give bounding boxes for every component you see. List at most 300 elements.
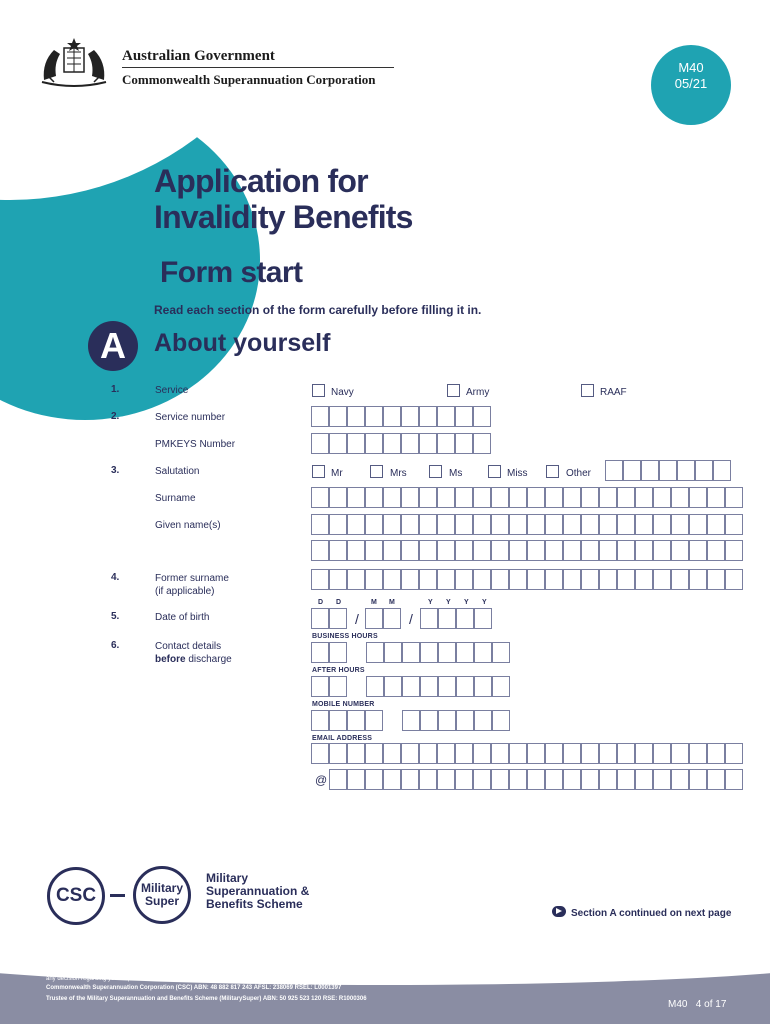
former-surname-field[interactable] (311, 569, 743, 590)
character-box[interactable] (527, 569, 545, 590)
character-box[interactable] (689, 540, 707, 561)
character-box[interactable] (366, 676, 384, 697)
character-box[interactable] (581, 540, 599, 561)
character-box[interactable] (420, 676, 438, 697)
character-box[interactable] (635, 743, 653, 764)
character-box[interactable] (437, 433, 455, 454)
miss-label: Miss (507, 468, 528, 479)
arrow-right-icon (552, 906, 566, 917)
character-box[interactable] (545, 769, 563, 790)
character-box[interactable] (401, 406, 419, 427)
character-box[interactable] (383, 743, 401, 764)
q6-label-line-2 (155, 653, 232, 666)
character-box[interactable] (383, 608, 401, 629)
character-box[interactable] (311, 642, 329, 663)
q2-number: 2. (111, 411, 120, 422)
character-box[interactable] (419, 514, 437, 535)
character-box[interactable] (725, 743, 743, 764)
character-box[interactable] (491, 743, 509, 764)
section-title: About yourself (154, 329, 331, 357)
other-label: Other (566, 468, 592, 479)
character-box[interactable] (473, 569, 491, 590)
character-box[interactable] (383, 514, 401, 535)
character-box[interactable] (329, 569, 347, 590)
mobile-number-main-field[interactable] (402, 710, 510, 731)
character-box[interactable] (509, 514, 527, 535)
q4-label (155, 572, 229, 598)
character-box[interactable] (347, 406, 365, 427)
dob-day-hint-1: D (318, 599, 324, 606)
dob-day-hint-2: D (336, 599, 342, 606)
character-box[interactable] (599, 569, 617, 590)
character-box[interactable] (455, 487, 473, 508)
character-box[interactable] (545, 743, 563, 764)
character-box[interactable] (365, 569, 383, 590)
character-box[interactable] (635, 769, 653, 790)
instruction-text: Read each section of the form carefully before filling it in. (154, 303, 482, 317)
character-box[interactable] (311, 406, 329, 427)
q4-label-line-2: (if applicable) (155, 586, 215, 597)
character-box[interactable] (725, 514, 743, 535)
pmkeys-number-field[interactable] (311, 433, 491, 454)
character-box[interactable] (653, 514, 671, 535)
dob-year-field[interactable] (420, 608, 492, 629)
dob-year-hint-2: Y (446, 599, 451, 606)
mr-label: Mr (331, 468, 343, 479)
continued-note: Section A continued on next page (571, 908, 732, 919)
q6-label-line-1: Contact details (155, 641, 222, 652)
page-number (668, 999, 726, 1010)
raaf-label: RAAF (600, 387, 627, 398)
character-box[interactable] (365, 487, 383, 508)
character-box[interactable] (473, 487, 491, 508)
military-super-logo-line-2: Super (144, 894, 179, 908)
mobile-number-label: MOBILE NUMBER (312, 701, 375, 708)
military-super-logo (133, 866, 191, 924)
character-box[interactable] (671, 514, 689, 535)
character-box[interactable] (329, 642, 347, 663)
character-box[interactable] (581, 743, 599, 764)
dob-year-hint-3: Y (464, 599, 469, 606)
character-box[interactable] (401, 569, 419, 590)
character-box[interactable] (474, 710, 492, 731)
header-rule (122, 67, 394, 68)
character-box[interactable] (492, 642, 510, 663)
character-box[interactable] (329, 676, 347, 697)
pmkeys-label: PMKEYS Number (155, 439, 236, 450)
disclaimer-text: The information provided in this document is general advice only and has been prepared without taking account of your personal objectives, financial situation or needs. Before acting on any such general advice, you should consider the appropriateness of the advice, having regard to your own objectives, financial situation and needs. You may wish to consult a licensed financial advisor. You should obtain a copy of the Military Super Product Disclosure Statement (PDS) and consider its contents before making any decision regarding your super. (46, 958, 726, 982)
character-box[interactable] (671, 743, 689, 764)
after-hours-number-field[interactable] (366, 676, 510, 697)
government-title: Australian Government (122, 48, 275, 64)
character-box[interactable] (401, 487, 419, 508)
character-box[interactable] (725, 569, 743, 590)
email-domain-field[interactable] (329, 769, 743, 790)
character-box[interactable] (456, 642, 474, 663)
character-box[interactable] (635, 540, 653, 561)
character-box[interactable] (401, 540, 419, 561)
character-box[interactable] (437, 743, 455, 764)
character-box[interactable] (617, 540, 635, 561)
character-box[interactable] (491, 514, 509, 535)
footer-disclaimer (46, 957, 726, 1004)
trustee-details: Trustee of the Military Superannuation and Benefits Scheme (MilitarySuper) ABN: 50 925 523 120 RSE: R1000306 (46, 996, 367, 1002)
q6-label-before: before (155, 654, 186, 665)
section-letter-badge: A (88, 321, 138, 371)
miss-checkbox[interactable] (488, 465, 501, 478)
q3-number: 3. (111, 465, 120, 476)
character-box[interactable] (437, 569, 455, 590)
character-box[interactable] (581, 514, 599, 535)
after-hours-area-code-field[interactable] (311, 676, 347, 697)
character-box[interactable] (419, 743, 437, 764)
page-count: 4 of 17 (695, 999, 727, 1010)
character-box[interactable] (383, 406, 401, 427)
character-box[interactable] (581, 487, 599, 508)
character-box[interactable] (491, 540, 509, 561)
character-box[interactable] (311, 569, 329, 590)
character-box[interactable] (689, 487, 707, 508)
character-box[interactable] (383, 769, 401, 790)
msbs-name-line-2: Superannuation & (206, 884, 310, 898)
msbs-name-line-3: Benefits Scheme (206, 897, 303, 911)
character-box[interactable] (605, 460, 623, 481)
character-box[interactable] (474, 642, 492, 663)
email-address-label: EMAIL ADDRESS (312, 735, 373, 742)
given-names-label: Given name(s) (155, 520, 221, 531)
character-box[interactable] (545, 487, 563, 508)
q4-label-line-1: Former surname (155, 573, 229, 584)
at-symbol: @ (315, 773, 328, 787)
character-box[interactable] (365, 406, 383, 427)
character-box[interactable] (563, 487, 581, 508)
character-box[interactable] (563, 769, 581, 790)
character-box[interactable] (402, 642, 420, 663)
character-box[interactable] (420, 710, 438, 731)
character-box[interactable] (311, 710, 329, 731)
character-box[interactable] (707, 769, 725, 790)
msbs-name-line-1: Military (206, 871, 249, 885)
form-date: 05/21 (674, 76, 708, 91)
character-box[interactable] (491, 769, 509, 790)
character-box[interactable] (401, 433, 419, 454)
csc-logo: CSC (47, 867, 105, 925)
page-title (154, 163, 413, 235)
character-box[interactable] (455, 540, 473, 561)
character-box[interactable] (383, 569, 401, 590)
q4-number: 4. (111, 572, 120, 583)
other-checkbox[interactable] (546, 465, 559, 478)
character-box[interactable] (401, 743, 419, 764)
military-super-logo-line-1: Military (140, 881, 183, 895)
character-box[interactable] (599, 514, 617, 535)
ms-label: Ms (449, 468, 463, 479)
character-box[interactable] (401, 514, 419, 535)
character-box[interactable] (329, 514, 347, 535)
character-box[interactable] (653, 743, 671, 764)
character-box[interactable] (455, 433, 473, 454)
character-box[interactable] (456, 608, 474, 629)
character-box[interactable] (653, 540, 671, 561)
character-box[interactable] (725, 540, 743, 561)
character-box[interactable] (527, 743, 545, 764)
character-box[interactable] (623, 460, 641, 481)
character-box[interactable] (366, 642, 384, 663)
character-box[interactable] (347, 540, 365, 561)
character-box[interactable] (329, 433, 347, 454)
q6-label-discharge: discharge (185, 654, 232, 665)
character-box[interactable] (635, 514, 653, 535)
character-box[interactable] (617, 769, 635, 790)
raaf-checkbox[interactable] (581, 384, 594, 397)
character-box[interactable] (653, 769, 671, 790)
given-names-field-2[interactable] (311, 540, 743, 561)
character-box[interactable] (474, 608, 492, 629)
character-box[interactable] (671, 569, 689, 590)
character-box[interactable] (419, 569, 437, 590)
coat-of-arms-icon (34, 36, 114, 88)
character-box[interactable] (365, 608, 383, 629)
character-box[interactable] (347, 769, 365, 790)
character-box[interactable] (473, 433, 491, 454)
character-box[interactable] (419, 433, 437, 454)
character-box[interactable] (437, 540, 455, 561)
character-box[interactable] (671, 769, 689, 790)
character-box[interactable] (509, 569, 527, 590)
dob-year-hint-1: Y (428, 599, 433, 606)
character-box[interactable] (311, 540, 329, 561)
character-box[interactable] (509, 487, 527, 508)
character-box[interactable] (437, 769, 455, 790)
business-hours-number-field[interactable] (366, 642, 510, 663)
q2-label: Service number (155, 412, 226, 423)
character-box[interactable] (311, 487, 329, 508)
navy-checkbox[interactable] (312, 384, 325, 397)
agency-title: Commonwealth Superannuation Corporation (122, 72, 376, 87)
after-hours-label: AFTER HOURS (312, 667, 365, 674)
character-box[interactable] (329, 743, 347, 764)
character-box[interactable] (383, 433, 401, 454)
character-box[interactable] (473, 743, 491, 764)
character-box[interactable] (419, 487, 437, 508)
business-hours-area-code-field[interactable] (311, 642, 347, 663)
character-box[interactable] (527, 487, 545, 508)
character-box[interactable] (581, 769, 599, 790)
ms-checkbox[interactable] (429, 465, 442, 478)
character-box[interactable] (509, 743, 527, 764)
character-box[interactable] (659, 460, 677, 481)
character-box[interactable] (689, 769, 707, 790)
character-box[interactable] (689, 743, 707, 764)
character-box[interactable] (329, 769, 347, 790)
dob-day-field[interactable] (311, 608, 347, 629)
character-box[interactable] (725, 769, 743, 790)
dob-slash-1: / (355, 611, 359, 627)
character-box[interactable] (473, 406, 491, 427)
character-box[interactable] (563, 514, 581, 535)
character-box[interactable] (617, 487, 635, 508)
character-box[interactable] (437, 406, 455, 427)
character-box[interactable] (365, 743, 383, 764)
character-box[interactable] (437, 514, 455, 535)
character-box[interactable] (707, 540, 725, 561)
character-box[interactable] (671, 540, 689, 561)
character-box[interactable] (545, 514, 563, 535)
navy-label: Navy (331, 387, 354, 398)
character-box[interactable] (695, 460, 713, 481)
character-box[interactable] (365, 540, 383, 561)
character-box[interactable] (455, 514, 473, 535)
surname-label: Surname (155, 493, 196, 504)
army-checkbox[interactable] (447, 384, 460, 397)
character-box[interactable] (347, 743, 365, 764)
character-box[interactable] (527, 514, 545, 535)
character-box[interactable] (713, 460, 731, 481)
dob-month-hint-2: M (389, 599, 395, 606)
character-box[interactable] (617, 514, 635, 535)
character-box[interactable] (545, 569, 563, 590)
character-box[interactable] (402, 710, 420, 731)
q1-label: Service (155, 385, 189, 396)
character-box[interactable] (365, 433, 383, 454)
q5-number: 5. (111, 611, 120, 622)
character-box[interactable] (527, 540, 545, 561)
character-box[interactable] (563, 743, 581, 764)
character-box[interactable] (653, 487, 671, 508)
character-box[interactable] (383, 540, 401, 561)
character-box[interactable] (384, 676, 402, 697)
character-box[interactable] (563, 540, 581, 561)
character-box[interactable] (527, 769, 545, 790)
other-salutation-field[interactable] (605, 460, 731, 481)
character-box[interactable] (473, 540, 491, 561)
character-box[interactable] (437, 487, 455, 508)
character-box[interactable] (641, 460, 659, 481)
email-local-part-field[interactable] (311, 743, 743, 764)
dob-year-hint-4: Y (482, 599, 487, 606)
character-box[interactable] (311, 743, 329, 764)
character-box[interactable] (492, 710, 510, 731)
dob-slash-2: / (409, 611, 413, 627)
character-box[interactable] (599, 540, 617, 561)
character-box[interactable] (509, 769, 527, 790)
character-box[interactable] (653, 569, 671, 590)
character-box[interactable] (677, 460, 695, 481)
character-box[interactable] (438, 676, 456, 697)
character-box[interactable] (707, 743, 725, 764)
mrs-label: Mrs (390, 468, 407, 479)
mrs-checkbox[interactable] (370, 465, 383, 478)
msbs-name (206, 872, 309, 911)
character-box[interactable] (329, 406, 347, 427)
character-box[interactable] (365, 710, 383, 731)
q6-number: 6. (111, 640, 120, 651)
service-number-field[interactable] (311, 406, 491, 427)
character-box[interactable] (617, 569, 635, 590)
character-box[interactable] (491, 569, 509, 590)
character-box[interactable] (492, 676, 510, 697)
given-names-field-1[interactable] (311, 514, 743, 535)
q1-number: 1. (111, 384, 120, 395)
character-box[interactable] (402, 676, 420, 697)
character-box[interactable] (419, 540, 437, 561)
character-box[interactable] (545, 540, 563, 561)
character-box[interactable] (455, 406, 473, 427)
character-box[interactable] (707, 487, 725, 508)
character-box[interactable] (725, 487, 743, 508)
character-box[interactable] (347, 487, 365, 508)
character-box[interactable] (329, 540, 347, 561)
character-box[interactable] (311, 514, 329, 535)
character-box[interactable] (420, 608, 438, 629)
character-box[interactable] (329, 487, 347, 508)
character-box[interactable] (311, 433, 329, 454)
character-box[interactable] (383, 487, 401, 508)
character-box[interactable] (491, 487, 509, 508)
dob-month-field[interactable] (365, 608, 401, 629)
character-box[interactable] (419, 406, 437, 427)
character-box[interactable] (474, 676, 492, 697)
character-box[interactable] (438, 710, 456, 731)
character-box[interactable] (671, 487, 689, 508)
character-box[interactable] (707, 569, 725, 590)
character-box[interactable] (347, 569, 365, 590)
character-box[interactable] (689, 569, 707, 590)
character-box[interactable] (617, 743, 635, 764)
character-box[interactable] (438, 608, 456, 629)
character-box[interactable] (311, 676, 329, 697)
character-box[interactable] (707, 514, 725, 535)
character-box[interactable] (438, 642, 456, 663)
character-box[interactable] (347, 514, 365, 535)
q5-label: Date of birth (155, 612, 210, 623)
character-box[interactable] (401, 769, 419, 790)
character-box[interactable] (599, 769, 617, 790)
character-box[interactable] (456, 710, 474, 731)
character-box[interactable] (635, 569, 653, 590)
character-box[interactable] (455, 769, 473, 790)
character-box[interactable] (581, 569, 599, 590)
form-start-heading: Form start (160, 256, 303, 289)
csc-details: Commonwealth Superannuation Corporation (CSC) ABN: 48 882 817 243 AFSL: 238069 RSEL: L0001397 (46, 985, 342, 991)
character-box[interactable] (509, 540, 527, 561)
mr-checkbox[interactable] (312, 465, 325, 478)
character-box[interactable] (455, 743, 473, 764)
dob-month-hint-1: M (371, 599, 377, 606)
character-box[interactable] (599, 487, 617, 508)
character-box[interactable] (347, 710, 365, 731)
character-box[interactable] (311, 608, 329, 629)
character-box[interactable] (347, 433, 365, 454)
character-box[interactable] (473, 514, 491, 535)
character-box[interactable] (384, 642, 402, 663)
character-box[interactable] (420, 642, 438, 663)
character-box[interactable] (455, 569, 473, 590)
character-box[interactable] (456, 676, 474, 697)
character-box[interactable] (329, 608, 347, 629)
character-box[interactable] (329, 710, 347, 731)
character-box[interactable] (473, 769, 491, 790)
character-box[interactable] (419, 769, 437, 790)
character-box[interactable] (599, 743, 617, 764)
character-box[interactable] (563, 569, 581, 590)
character-box[interactable] (689, 514, 707, 535)
character-box[interactable] (365, 514, 383, 535)
mobile-number-prefix-field[interactable] (311, 710, 383, 731)
character-box[interactable] (635, 487, 653, 508)
surname-field[interactable] (311, 487, 743, 508)
character-box[interactable] (365, 769, 383, 790)
